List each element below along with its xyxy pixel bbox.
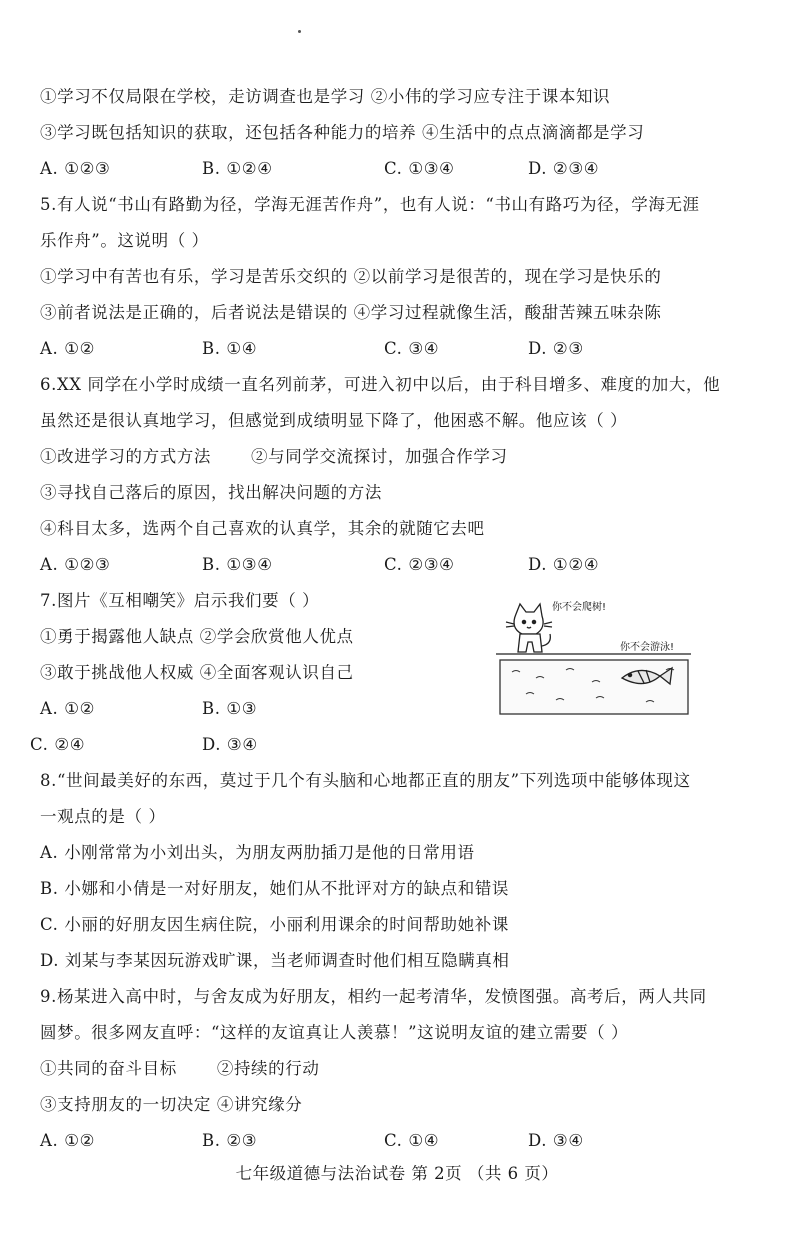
q9-stem-1: 9.杨某进入高中时，与舍友成为好朋友，相约一起考清华，发愤图强。高考后，两人共同	[40, 987, 707, 1006]
q4-choice-b: B. ①②④	[202, 159, 273, 178]
q7-choice-d: D. ③④	[202, 735, 258, 754]
q4-statements-2: ③学习既包括知识的获取，还包括各种能力的培养 ④生活中的点点滴滴都是学习	[40, 123, 645, 142]
q6-choice-b: B. ①③④	[202, 555, 273, 574]
q5-choice-a: A. ①②	[40, 339, 95, 358]
q9-choice-b: B. ②③	[202, 1131, 258, 1150]
q6-statements-3: ④科目太多，选两个自己喜欢的认真学，其余的就随它去吧	[40, 519, 485, 538]
q7-choice-b: B. ①③	[202, 699, 258, 718]
q7-choice-c: C. ②④	[30, 735, 86, 754]
q5-stem-2: 乐作舟”。这说明（ ）	[40, 231, 209, 250]
q7-choice-a: A. ①②	[40, 699, 95, 718]
cat-speech-text: 你不会爬树!	[552, 602, 607, 613]
q5-choice-c: C. ③④	[384, 339, 440, 358]
q9-statements-2: ③支持朋友的一切决定 ④讲究缘分	[40, 1095, 303, 1114]
q8-choice-a: A. 小刚常常为小刘出头，为朋友两肋插刀是他的日常用语	[40, 843, 475, 862]
q5-stem-1: 5.有人说“书山有路勤为径，学海无涯苦作舟”，也有人说：“书山有路巧为径，学海无涯	[40, 195, 700, 214]
q8-stem-1: 8.“世间最美好的东西，莫过于几个有头脑和心地都正直的朋友”下列选项中能够体现这	[40, 771, 691, 790]
q6-choice-d: D. ①②④	[528, 555, 600, 574]
q8-stem-2: 一观点的是（ ）	[40, 807, 166, 826]
q9-statements-1: ①共同的奋斗目标 ②持续的行动	[40, 1059, 320, 1078]
q9-choice-d: D. ③④	[528, 1131, 584, 1150]
q9-choice-a: A. ①②	[40, 1131, 95, 1150]
q5-statements-2: ③前者说法是正确的，后者说法是错误的 ④学习过程就像生活，酸甜苦辣五味杂陈	[40, 303, 662, 322]
page-footer: 七年级道德与法治试卷 第 2页 （共 6 页）	[235, 1164, 559, 1183]
scan-speck	[298, 30, 301, 33]
q8-choice-d: D. 刘某与李某因玩游戏旷课，当老师调查时他们相互隐瞒真相	[40, 951, 510, 970]
q6-choice-a: A. ①②③	[40, 555, 111, 574]
water-box	[500, 660, 688, 714]
q4-choice-d: D. ②③④	[528, 159, 600, 178]
q7-statements-2: ③敢于挑战他人权威 ④全面客观认识自己	[40, 663, 354, 682]
q6-choice-c: C. ②③④	[384, 555, 455, 574]
q6-stem-2: 虽然还是很认真地学习，但感觉到成绩明显下降了，他困惑不解。他应该（ ）	[40, 411, 628, 430]
q4-choice-c: C. ①③④	[384, 159, 455, 178]
q5-choice-d: D. ②③	[528, 339, 584, 358]
q6-stem-1: 6.XX 同学在小学时成绩一直名列前茅，可进入初中以后，由于科目增多、难度的加大，他	[40, 375, 721, 394]
q8-choice-b: B. 小娜和小倩是一对好朋友，她们从不批评对方的缺点和错误	[40, 879, 510, 898]
q4-statements-1: ①学习不仅局限在学校，走访调查也是学习 ②小伟的学习应专注于课本知识	[40, 87, 611, 106]
mutual-mockery-cartoon	[496, 598, 691, 716]
q6-statements-1: ①改进学习的方式方法 ②与同学交流探讨，加强合作学习	[40, 447, 508, 466]
q4-choice-a: A. ①②③	[40, 159, 111, 178]
q8-choice-c: C. 小丽的好朋友因生病住院，小丽利用课余的时间帮助她补课	[40, 915, 509, 934]
q5-statements-1: ①学习中有苦也有乐，学习是苦乐交织的 ②以前学习是很苦的，现在学习是快乐的	[40, 267, 662, 286]
q5-choice-b: B. ①④	[202, 339, 258, 358]
cat-icon	[506, 604, 552, 652]
q7-statements-1: ①勇于揭露他人缺点 ②学会欣赏他人优点	[40, 627, 354, 646]
fish-speech-text: 你不会游泳!	[620, 642, 675, 653]
q9-stem-2: 圆梦。很多网友直呼：“这样的友谊真让人羡慕！”这说明友谊的建立需要（ ）	[40, 1023, 629, 1042]
q9-choice-c: C. ①④	[384, 1131, 440, 1150]
q7-stem: 7.图片《互相嘲笑》启示我们要（ ）	[40, 591, 320, 610]
q6-statements-2: ③寻找自己落后的原因，找出解决问题的方法	[40, 483, 382, 502]
